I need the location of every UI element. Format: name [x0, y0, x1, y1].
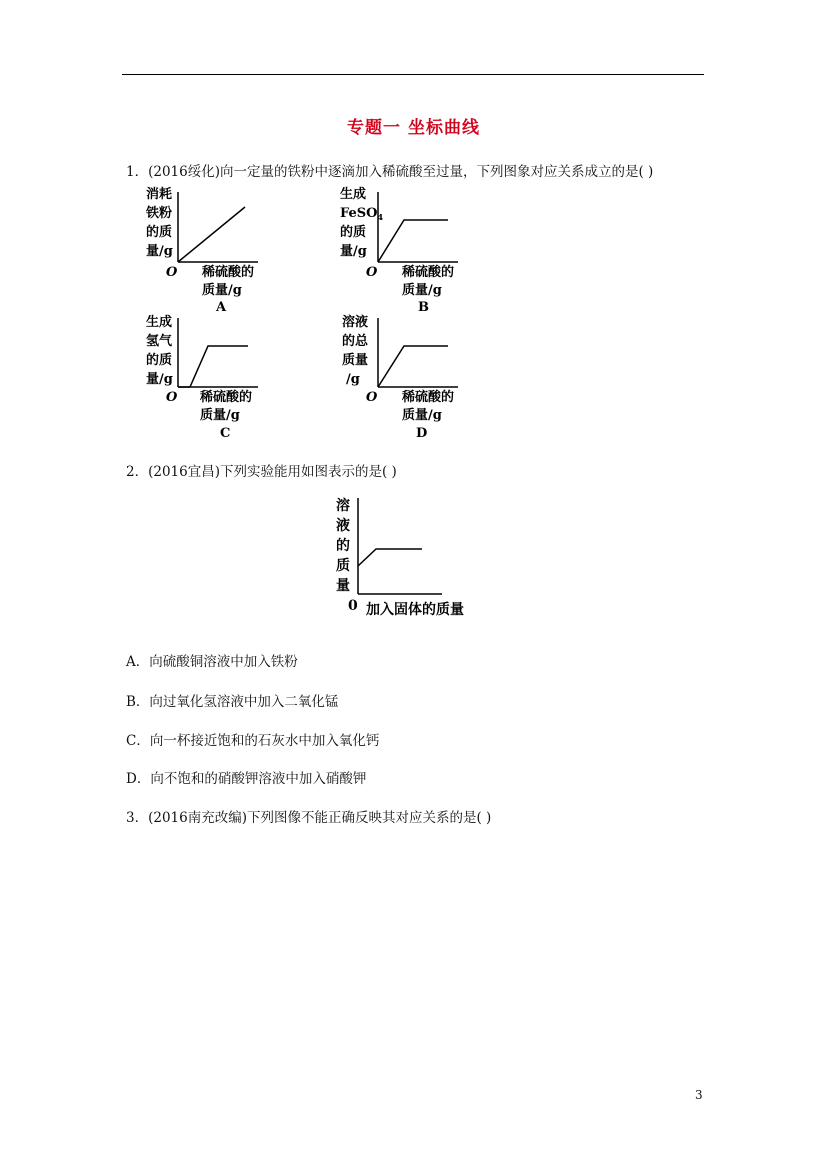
graph-d-ylabel-1: 溶液 [342, 315, 369, 330]
graph-c [140, 308, 280, 440]
option-a: A．向硫酸铜溶液中加入铁粉 [126, 654, 298, 670]
graph-c-letter: C [220, 426, 231, 441]
graph-c-xlabel-2: 质量/g [200, 408, 240, 423]
graph-c-ylabel-2: 氢气 [146, 334, 173, 349]
graph-b-curve [378, 220, 448, 262]
option-c: C．向一杯接近饱和的石灰水中加入氧化钙 [126, 733, 380, 749]
graph-a-letter: A [216, 300, 227, 315]
graph-d [336, 308, 476, 440]
graph-d-ylabel-4: /g [346, 372, 360, 387]
graph-c-ylabel-4: 量/g [146, 372, 173, 387]
graph-q2 [330, 492, 510, 622]
option-b: B．向过氧化氢溶液中加入二氧化锰 [126, 694, 339, 710]
header-rule [122, 74, 704, 75]
graph-a-ylabel-1: 消耗 [146, 187, 173, 202]
graph-d-ylabel-2: 的总 [342, 334, 369, 349]
question-3: 3．(2016南充改编)下列图像不能正确反映其对应关系的是( ) [126, 810, 492, 826]
graph-a-xlabel-2: 质量/g [202, 283, 242, 298]
graph-b-letter: B [418, 300, 429, 315]
graph-c-ylabel-3: 的质 [146, 353, 173, 368]
graph-b-origin: O [366, 265, 378, 280]
graph-a-xlabel-1: 稀硫酸的 [202, 265, 255, 280]
graph-a [140, 182, 280, 315]
graph-q2-ylabel-3: 的 [336, 538, 350, 554]
question-2: 2．(2016宜昌)下列实验能用如图表示的是( ) [126, 464, 397, 480]
graph-a-origin: O [166, 265, 178, 280]
graph-b-xlabel-1: 稀硫酸的 [402, 265, 455, 280]
graph-d-origin: O [366, 390, 378, 405]
graph-c-curve [178, 346, 248, 387]
graph-d-xlabel-1: 稀硫酸的 [402, 390, 455, 405]
graph-c-xlabel-1: 稀硫酸的 [200, 390, 253, 405]
graph-d-letter: D [416, 426, 428, 441]
graph-b-xlabel-2: 质量/g [402, 283, 442, 298]
graph-a-ylabel-3: 的质 [146, 225, 173, 240]
graph-c-ylabel-1: 生成 [146, 315, 173, 330]
graph-b-ylabel-4: 量/g [340, 244, 367, 259]
graph-b-ylabel-2: FeSO$_4$ [340, 206, 384, 222]
graph-q2-ylabel-4: 质 [336, 558, 350, 574]
graph-b-ylabel-3: 的质 [340, 225, 367, 240]
option-d: D．向不饱和的硝酸钾溶液中加入硝酸钾 [126, 771, 367, 787]
graph-d-ylabel-3: 质量 [342, 353, 369, 368]
graph-q2-curve [358, 549, 422, 566]
graph-a-ylabel-4: 量/g [146, 244, 173, 259]
graph-q2-ylabel-2: 液 [336, 518, 350, 534]
graph-q2-origin: 0 [348, 598, 358, 614]
graph-d-curve [378, 346, 448, 387]
graph-b [336, 182, 476, 315]
graph-a-curve [178, 207, 245, 262]
page-number: 3 [695, 1088, 703, 1102]
question-1: 1．(2016绥化)向一定量的铁粉中逐滴加入稀硫酸至过量，下列图象对应关系成立的是( ) [126, 164, 654, 180]
graph-q2-ylabel-1: 溶 [336, 498, 350, 514]
graph-c-origin: O [166, 390, 178, 405]
graph-q2-xlabel: 加入固体的质量 [366, 602, 464, 618]
graph-q2-ylabel-5: 量 [336, 578, 350, 594]
page-title: 专题一 坐标曲线 [347, 118, 480, 138]
graph-d-xlabel-2: 质量/g [402, 408, 442, 423]
graph-b-ylabel-1: 生成 [340, 187, 367, 202]
graph-a-ylabel-2: 铁粉 [146, 206, 173, 221]
